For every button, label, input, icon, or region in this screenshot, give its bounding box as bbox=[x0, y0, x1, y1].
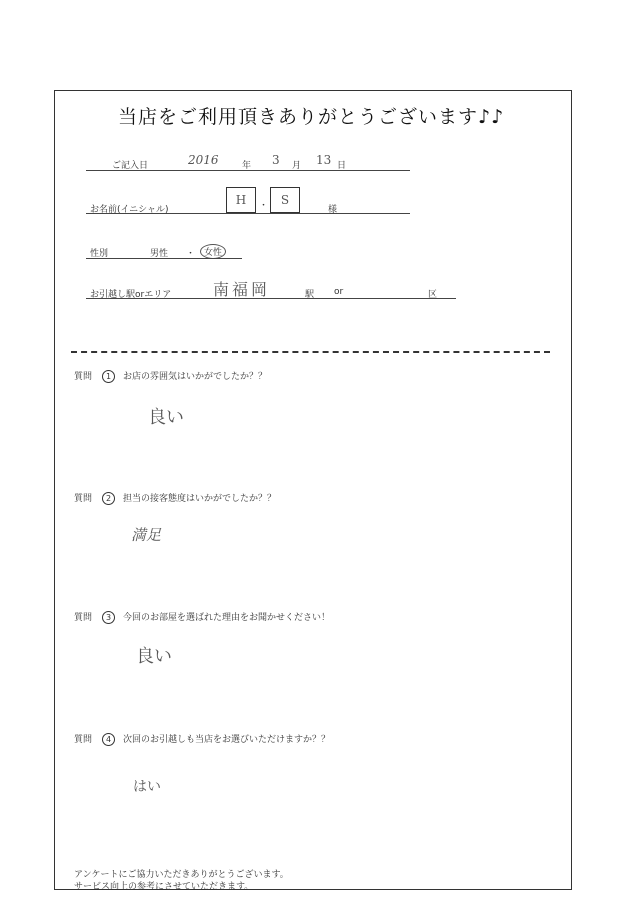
question-number-1: 1 bbox=[102, 370, 115, 383]
visit-day-value: 13 bbox=[316, 153, 332, 167]
visit-year-value: 2016 bbox=[188, 153, 219, 167]
answer-4: はい bbox=[133, 779, 161, 795]
question-prefix: 質問 bbox=[74, 372, 93, 382]
initial-2-value: S bbox=[280, 193, 290, 207]
gender-label: 性別 bbox=[90, 249, 109, 259]
ward-unit: 区 bbox=[428, 290, 438, 300]
footer-note: サービス向上の参考にさせていただきます。 bbox=[74, 882, 254, 892]
question-1 bbox=[74, 369, 267, 383]
year-unit: 年 bbox=[242, 161, 252, 171]
initial-box-1 bbox=[226, 187, 256, 213]
station-or: or bbox=[334, 287, 344, 297]
visit-date-label: ご記入日 bbox=[112, 161, 149, 171]
question-number-3: 3 bbox=[102, 611, 115, 624]
answer-3: 良い bbox=[136, 646, 172, 667]
gender-separator: ・ bbox=[186, 249, 196, 259]
question-prefix: 質問 bbox=[74, 613, 93, 623]
station-label: お引越し駅orエリア bbox=[90, 290, 172, 300]
question-number-4: 4 bbox=[102, 733, 115, 746]
question-2 bbox=[74, 491, 276, 505]
question-3-text: 今回のお部屋を選ばれた理由をお聞かせください！ bbox=[123, 613, 331, 623]
footer-thanks: アンケートにご協力いただきありがとうございます。 bbox=[74, 870, 289, 880]
question-2-text: 担当の接客態度はいかがでしたか？？ bbox=[123, 494, 277, 504]
initial-separator: ・ bbox=[259, 201, 269, 211]
gender-female-circled: 女性 bbox=[200, 244, 226, 259]
gender-male: 男性 bbox=[150, 249, 169, 259]
form-title: 当店をご利用頂きありがとうございます♪♪ bbox=[118, 106, 505, 128]
honorific: 様 bbox=[328, 205, 338, 215]
question-1-text: お店の雰囲気はいかがでしたか？？ bbox=[123, 372, 268, 382]
question-prefix: 質問 bbox=[74, 735, 93, 745]
visit-month-value: 3 bbox=[272, 153, 280, 167]
question-prefix: 質問 bbox=[74, 494, 93, 504]
day-unit: 日 bbox=[337, 161, 347, 171]
question-4-text: 次回のお引越しも当店をお選びいただけますか？？ bbox=[123, 735, 331, 745]
month-unit: 月 bbox=[292, 161, 302, 171]
station-underline bbox=[86, 298, 456, 299]
gender-underline bbox=[86, 258, 242, 259]
initial-box-2 bbox=[270, 187, 300, 213]
station-value: 南福岡 bbox=[213, 280, 271, 299]
answer-1: 良い bbox=[148, 407, 184, 428]
answer-2: 満足 bbox=[131, 526, 162, 544]
section-divider bbox=[71, 351, 550, 353]
question-number-2: 2 bbox=[102, 492, 115, 505]
question-3 bbox=[74, 610, 330, 624]
visit-date-underline bbox=[86, 170, 410, 171]
question-4 bbox=[74, 732, 330, 746]
name-label: お名前(イニシャル) bbox=[90, 205, 169, 215]
initial-1-value: H bbox=[235, 193, 247, 207]
name-underline bbox=[86, 213, 410, 214]
station-unit: 駅 bbox=[305, 290, 315, 300]
